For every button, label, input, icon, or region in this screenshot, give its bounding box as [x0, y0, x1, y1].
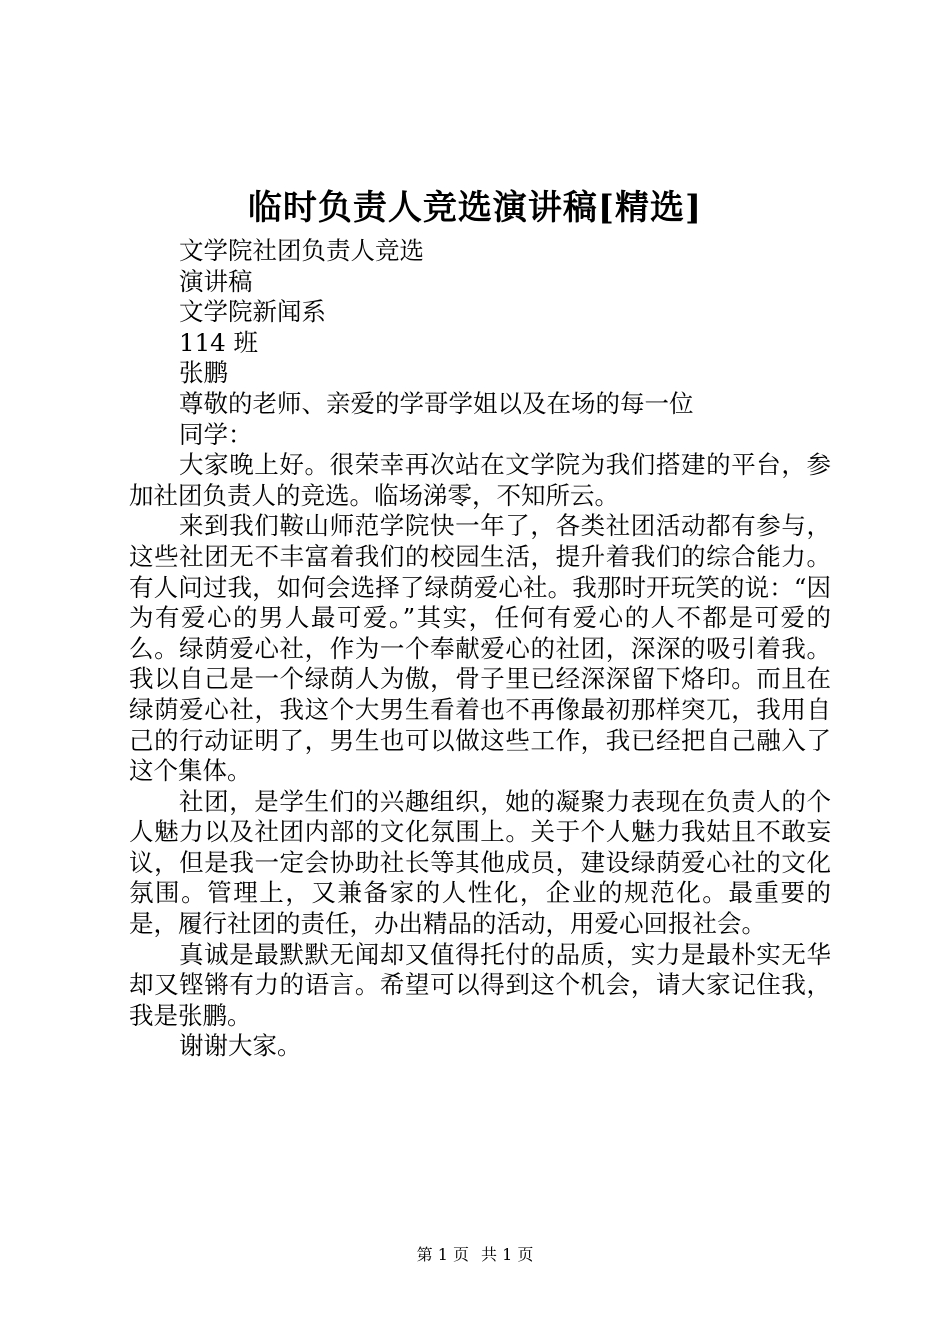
header-line-author: 张鹏	[179, 358, 228, 388]
page-footer	[0, 1244, 950, 1266]
salutation-line-1: 尊敬的老师、亲爱的学哥学姐以及在场的每一位	[179, 388, 694, 418]
footer-page-total: 共 1 页	[481, 1245, 534, 1264]
document-body	[129, 236, 831, 1062]
paragraph-closing: 真诚是最默默无闻却又值得托付的品质，实力是最朴实无华却又铿锵有力的语言。希望可以得到这个机会，请大家记住我，我是张鹏。	[129, 939, 831, 1030]
paragraph-thanks: 谢谢大家。	[179, 1031, 302, 1061]
paragraph-organization: 社团，是学生们的兴趣组织，她的凝聚力表现在负责人的个人魅力以及社团内部的文化氛围上。关于个人魅力我姑且不敢妄议，但是我一定会协助社长等其他成员，建设绿荫爱心社的文化氛围。管理上，又兼备家的人性化，企业的规范化。最重要的是，履行社团的责任，办出精品的活动，用爱心回报社会。	[129, 786, 831, 939]
header-line-type: 演讲稿	[179, 266, 253, 296]
paragraph-experience: 来到我们鞍山师范学院快一年了，各类社团活动都有参与，这些社团无不丰富着我们的校园生活，提升着我们的综合能力。有人问过我，如何会选择了绿荫爱心社。我那时开玩笑的说：“因为有爱心的男人最可爱。”其实，任何有爱心的人不都是可爱的么。绿荫爱心社，作为一个奉献爱心的社团，深深的吸引着我。我以自己是一个绿荫人为傲，骨子里已经深深留下烙印。而且在绿荫爱心社，我这个大男生看着也不再像最初那样突兀，我用自己的行动证明了，男生也可以做这些工作，我已经把自己融入了这个集体。	[129, 511, 831, 786]
header-line-department: 文学院社团负责人竞选	[179, 236, 424, 265]
paragraph-greeting: 大家晚上好。很荣幸再次站在文学院为我们搭建的平台，参加社团负责人的竞选。临场涕零，不知所云。	[129, 450, 831, 510]
header-line-faculty: 文学院新闻系	[179, 297, 326, 327]
salutation-line-2: 同学：	[179, 419, 253, 449]
header-line-class: 114 班	[179, 327, 259, 357]
document-title: 临时负责人竞选演讲稿[精选]	[247, 188, 703, 228]
footer-page-number: 第 1 页	[416, 1245, 469, 1264]
